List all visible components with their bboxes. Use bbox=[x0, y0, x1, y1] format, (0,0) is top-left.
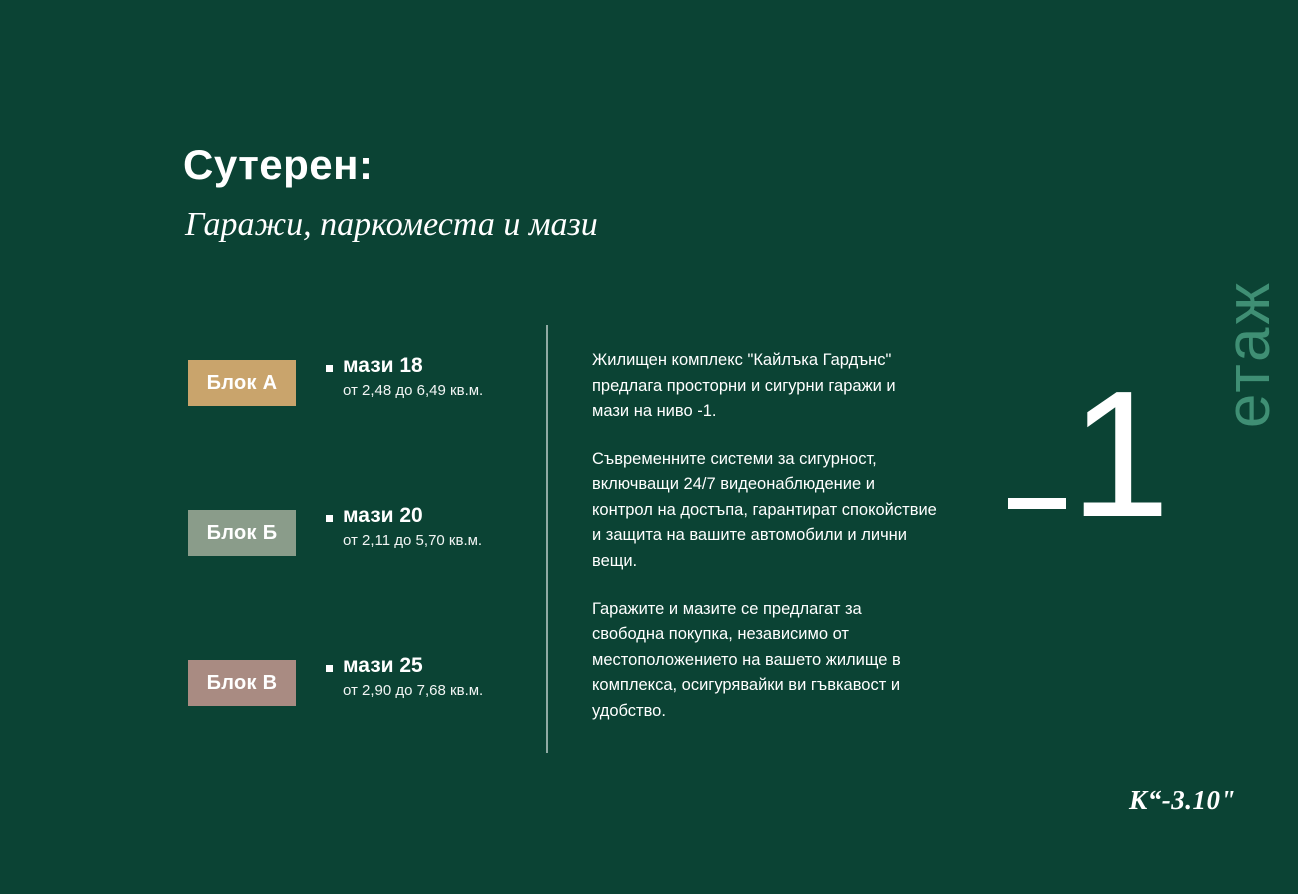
vertical-divider bbox=[546, 325, 548, 753]
block-tag-b: Блок Б bbox=[188, 510, 296, 556]
list-item bbox=[188, 354, 528, 510]
block-name-a: мази 18 bbox=[343, 354, 423, 377]
vertical-floor-label: етаж bbox=[1214, 280, 1283, 429]
block-name-b: мази 20 bbox=[343, 504, 423, 527]
block-range-a: от 2,48 до 6,49 кв.м. bbox=[343, 382, 484, 400]
list-item bbox=[188, 654, 528, 810]
block-range-v: от 2,90 до 7,68 кв.м. bbox=[343, 682, 484, 700]
page-title: Сутерен: bbox=[183, 141, 374, 188]
block-info-b bbox=[326, 504, 546, 549]
level-indicator bbox=[1008, 354, 1171, 580]
bullet-square-icon bbox=[326, 515, 333, 522]
block-info-v bbox=[326, 654, 546, 699]
list-item bbox=[188, 504, 528, 660]
page-subtitle: Гаражи, паркоместа и мази bbox=[185, 206, 598, 243]
block-list bbox=[188, 354, 528, 810]
minus-sign-icon bbox=[1008, 498, 1066, 509]
footer-code: К“-3.10" bbox=[1128, 785, 1236, 815]
block-name-v: мази 25 bbox=[343, 654, 423, 677]
description-text bbox=[592, 348, 937, 724]
block-tag-v: Блок В bbox=[188, 660, 296, 706]
block-info-a bbox=[326, 354, 546, 399]
level-number: 1 bbox=[1070, 354, 1171, 555]
bullet-square-icon bbox=[326, 365, 333, 372]
block-tag-a: Блок А bbox=[188, 360, 296, 406]
description-paragraph-2: Съвременните системи за сигурност, включващи 24/7 видеонаблюдение и контрол на достъпа, гарантират спокойствие и защита на вашите автомобили и лични вещи. bbox=[592, 449, 937, 570]
block-range-b: от 2,11 до 5,70 кв.м. bbox=[343, 532, 483, 550]
description-paragraph-3: Гаражите и мазите се предлагат за свободна покупка, независимо от местоположението на вашето жилище в комплекса, осигурявайки ви гъвкавост и удобство. bbox=[592, 599, 901, 720]
bullet-square-icon bbox=[326, 665, 333, 672]
description-paragraph-1: Жилищен комплекс "Кайлъка Гардънс" предлага просторни и сигурни гаражи и мази на ниво -1. bbox=[592, 351, 896, 421]
